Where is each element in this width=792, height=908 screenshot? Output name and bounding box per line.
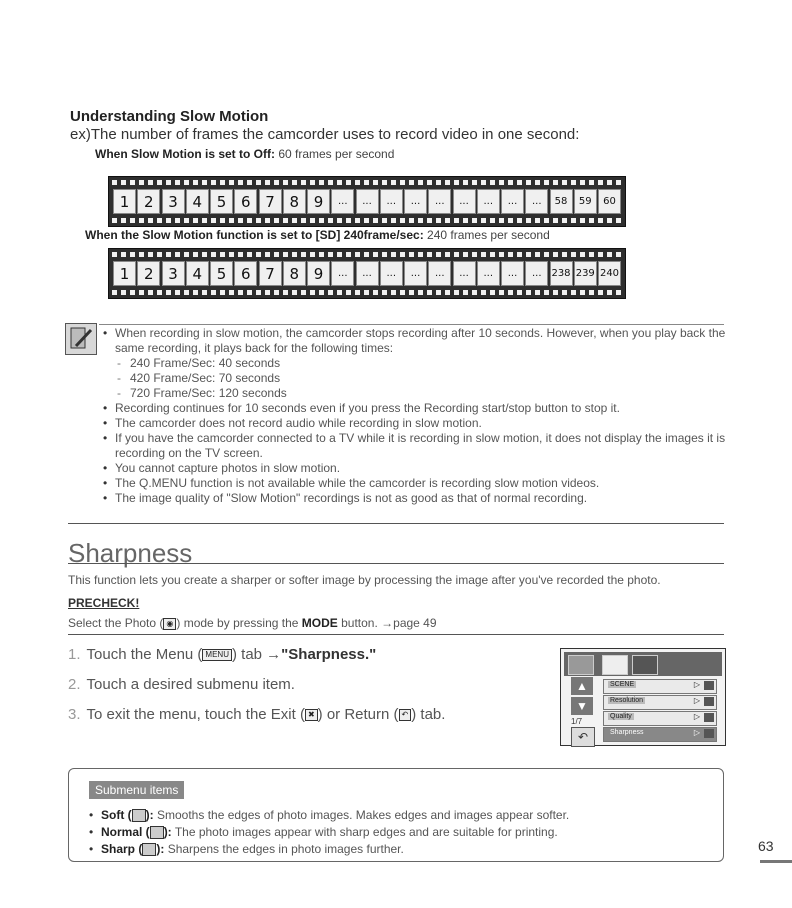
note-subitem: - 420 Frame/Sec: 70 seconds <box>115 371 731 386</box>
film-frame: ... <box>380 189 403 214</box>
exit-icon: ✖ <box>305 709 318 721</box>
note-divider <box>99 324 724 325</box>
film-frame: ... <box>331 261 354 286</box>
film-frame: 2 <box>137 261 160 286</box>
menu-row-label: Quality <box>610 713 632 720</box>
menu-tab-icon <box>602 655 628 675</box>
step-number: 2. <box>68 676 81 693</box>
caption-on <box>85 228 550 242</box>
sharp-icon <box>142 843 156 856</box>
film-frames-60 <box>113 189 621 214</box>
camera-tab-icon <box>568 655 594 675</box>
submenu-tag: Submenu items <box>89 781 184 799</box>
row-icon <box>704 729 714 738</box>
menu-row-label: Resolution <box>610 697 644 704</box>
intro-text: ex)The number of frames the camcorder uses to record video in one second: <box>70 126 580 143</box>
step-bold: "Sharpness." <box>281 646 377 663</box>
film-frame: ... <box>380 261 403 286</box>
note-item: • If you have the camcorder connected to a TV while it is recording in slow motion, it does not display the images it is recording on the TV screen. <box>115 431 731 461</box>
submenu-item-text: The photo images appear with sharp edges and are suitable for printing. <box>174 825 558 839</box>
step-text: ) tab. <box>411 706 446 723</box>
film-frame: 7 <box>259 261 282 286</box>
film-frame: 5 <box>210 261 233 286</box>
row-icon <box>704 713 714 722</box>
film-frame: ... <box>428 189 451 214</box>
precheck-divider <box>68 634 724 635</box>
film-frame: ... <box>428 261 451 286</box>
return-icon: ↶ <box>571 727 595 747</box>
film-frame: ... <box>356 189 379 214</box>
film-frame: ... <box>453 261 476 286</box>
film-frame: 1 <box>113 189 136 214</box>
note-item: • When recording in slow motion, the camcorder stops recording after 10 seconds. However, when you play back the same recording, it plays back for the following times: <box>115 326 731 356</box>
soft-icon <box>132 809 146 822</box>
mode-key: MODE <box>301 616 338 630</box>
note-item: • You cannot capture photos in slow motion. <box>115 461 731 476</box>
section-heading: Understanding Slow Motion <box>70 108 269 125</box>
caption-on-value: 240 frames per second <box>427 228 550 242</box>
film-frame: 3 <box>162 261 185 286</box>
camera-icon: ◉ <box>163 618 176 630</box>
arrow-icon: ▷ <box>693 696 700 705</box>
step-1 <box>68 646 376 663</box>
step-2 <box>68 676 295 693</box>
precheck-part: Select the Photo ( <box>68 616 164 630</box>
arrow-icon: ▷ <box>693 712 700 721</box>
camera-screen <box>560 648 726 746</box>
film-frame: ... <box>501 189 524 214</box>
film-frame: ... <box>501 261 524 286</box>
filmstrip-60 <box>108 176 626 227</box>
step-number: 3. <box>68 706 81 723</box>
step-text: ) tab → <box>231 646 282 663</box>
menu-row-selected <box>603 727 717 742</box>
film-frame: 59 <box>574 189 597 214</box>
settings-tab-icon <box>632 655 658 675</box>
film-frame: ... <box>404 189 427 214</box>
note-subitem: - 720 Frame/Sec: 120 seconds <box>115 386 731 401</box>
film-frame: 1 <box>113 261 136 286</box>
caption-off <box>95 147 394 161</box>
film-frame: 9 <box>307 189 330 214</box>
step-text: To exit the menu, touch the Exit ( <box>86 706 305 723</box>
note-item: • The Q.MENU function is not available while the camcorder is recording slow motion videos. <box>115 476 731 491</box>
film-frame: 7 <box>259 189 282 214</box>
precheck-part: button. →page 49 <box>337 616 437 630</box>
caption-off-value: 60 frames per second <box>278 147 395 161</box>
note-item: • Recording continues for 10 seconds even if you press the Recording start/stop button to stop it. <box>115 401 731 416</box>
film-frame: ... <box>525 261 548 286</box>
row-icon <box>704 681 714 690</box>
film-frame: 8 <box>283 261 306 286</box>
caption-on-label: When the Slow Motion function is set to [SD] 240frame/sec: <box>85 228 424 242</box>
submenu-item-text: Smooths the edges of photo images. Makes edges and images appear softer. <box>157 808 570 822</box>
menu-row-label: SCENE <box>610 681 635 688</box>
precheck-text <box>68 616 437 630</box>
film-frame: ... <box>477 261 500 286</box>
precheck-part: ) mode by pressing the <box>176 616 302 630</box>
film-frame: 6 <box>234 189 257 214</box>
film-frame: ... <box>404 261 427 286</box>
menu-key: MENU <box>202 649 232 661</box>
film-frame: ... <box>331 189 354 214</box>
section-divider <box>68 523 724 524</box>
menu-row <box>603 711 717 726</box>
film-frame: 6 <box>234 261 257 286</box>
film-frame: 239 <box>574 261 597 286</box>
film-frame: 238 <box>550 261 573 286</box>
step-number: 1. <box>68 646 81 663</box>
menu-row-label: Sharpness <box>610 729 644 736</box>
submenu-item-text: Sharpens the edges in photo images further. <box>167 842 404 856</box>
arrow-icon: ▷ <box>693 680 700 689</box>
note-item: • The camcorder does not record audio while recording in slow motion. <box>115 416 731 431</box>
submenu-item: • Normal ( ): The photo images appear with sharp edges and are suitable for printing. <box>101 824 569 841</box>
note-item: • The image quality of "Slow Motion" recordings is not as good as that of normal recording. <box>115 491 731 506</box>
scroll-up-icon: ▲ <box>571 677 593 695</box>
film-frame: 8 <box>283 189 306 214</box>
film-frame: ... <box>356 261 379 286</box>
submenu-item-name: Sharp ( <box>101 842 143 856</box>
normal-icon <box>150 826 164 839</box>
film-frames-240 <box>113 261 621 286</box>
film-frame: 5 <box>210 189 233 214</box>
filmstrip-240 <box>108 248 626 299</box>
submenu-item: • Sharp ( ): Sharpens the edges in photo images further. <box>101 841 569 858</box>
film-frame: 58 <box>550 189 573 214</box>
title-underline <box>68 563 724 564</box>
step-text: Touch a desired submenu item. <box>86 676 295 693</box>
precheck-label: PRECHECK! <box>68 596 140 610</box>
step-text: Touch the Menu ( <box>86 646 203 663</box>
submenu-item-name: Soft ( <box>101 808 132 822</box>
film-frame: 9 <box>307 261 330 286</box>
note-subitem: - 240 Frame/Sec: 40 seconds <box>115 356 731 371</box>
submenu-item: • Soft ( ): Smooths the edges of photo images. Makes edges and images appear softer. <box>101 807 569 824</box>
return-icon: ↶ <box>399 709 412 721</box>
arrow-icon: ▷ <box>693 728 700 737</box>
submenu-box <box>68 768 724 862</box>
note-list <box>115 326 731 506</box>
screen-tab-bar <box>564 652 722 676</box>
film-frame: 240 <box>598 261 621 286</box>
sharpness-description: This function lets you create a sharper or softer image by processing the image after you've recorded the photo. <box>68 573 661 587</box>
film-frame: ... <box>525 189 548 214</box>
film-frame: 2 <box>137 189 160 214</box>
caption-off-label: When Slow Motion is set to Off: <box>95 147 275 161</box>
film-frame: ... <box>453 189 476 214</box>
step-text: ) or Return ( <box>317 706 399 723</box>
menu-row <box>603 679 717 694</box>
submenu-item-name: Normal ( <box>101 825 150 839</box>
menu-row <box>603 695 717 710</box>
page-number: 63 <box>758 838 774 854</box>
note-icon <box>65 323 97 355</box>
scroll-down-icon: ▼ <box>571 697 593 715</box>
film-frame: 3 <box>162 189 185 214</box>
film-frame: 60 <box>598 189 621 214</box>
page-counter: 1/7 <box>571 717 583 726</box>
page-bar <box>760 860 792 863</box>
film-frame: ... <box>477 189 500 214</box>
film-frame: 4 <box>186 189 209 214</box>
step-3 <box>68 706 445 723</box>
page-title: Sharpness <box>68 538 193 568</box>
film-frame: 4 <box>186 261 209 286</box>
submenu-list <box>101 807 569 858</box>
row-icon <box>704 697 714 706</box>
